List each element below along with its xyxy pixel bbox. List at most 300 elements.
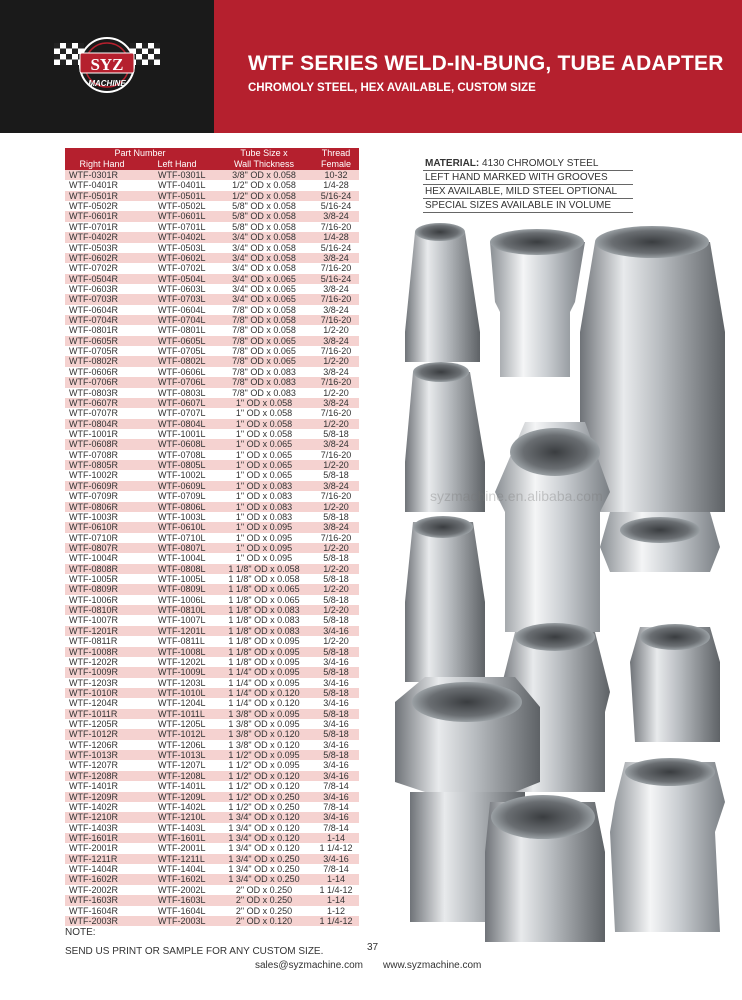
right-hand-cell: WTF-1402R bbox=[69, 801, 119, 812]
table-row bbox=[65, 522, 359, 532]
table-row bbox=[65, 170, 359, 180]
left-hand-cell: WTF-0607L bbox=[139, 398, 215, 408]
svg-text:SYZ: SYZ bbox=[90, 55, 124, 74]
right-hand-cell: WTF-1203R bbox=[69, 677, 119, 688]
left-hand-cell: WTF-1207L bbox=[158, 760, 206, 771]
left-hand-cell: WTF-0710L bbox=[158, 532, 206, 543]
tube-size-cell: 2" OD x 0.250 bbox=[235, 884, 293, 895]
table-row bbox=[65, 771, 359, 781]
thread-cell: 3/4-16 bbox=[323, 760, 349, 771]
tube-size-cell: 1" OD x 0.065 bbox=[215, 439, 313, 449]
table-row bbox=[65, 450, 359, 460]
table-body bbox=[65, 170, 359, 926]
right-hand-cell: WTF-1013R bbox=[65, 750, 139, 760]
table-row bbox=[65, 802, 359, 812]
tube-size-cell: 1 1/4" OD x 0.095 bbox=[228, 677, 300, 688]
thread-cell: 5/8-18 bbox=[313, 729, 359, 739]
right-hand-cell: WTF-1004R bbox=[69, 553, 119, 564]
tube-size-cell: 3/4" OD x 0.065 bbox=[215, 274, 313, 284]
tube-size-cell: 1 3/4" OD x 0.250 bbox=[215, 854, 313, 864]
left-hand-cell: WTF-0603L bbox=[158, 283, 206, 294]
thread-cell: 1 1/4-12 bbox=[319, 884, 353, 895]
thread-cell: 1/2-20 bbox=[313, 584, 359, 594]
thread-cell: 1/2-20 bbox=[313, 564, 359, 574]
right-hand-cell: WTF-1205R bbox=[69, 719, 119, 730]
left-hand-cell: WTF-0401L bbox=[158, 180, 206, 191]
tube-size-cell: 1" OD x 0.083 bbox=[235, 511, 293, 522]
left-hand-cell: WTF-1602L bbox=[139, 874, 215, 884]
left-hand-cell: WTF-0606L bbox=[158, 366, 206, 377]
table-row bbox=[65, 491, 359, 501]
bung-1 bbox=[405, 223, 480, 362]
thread-cell: 3/8-24 bbox=[323, 366, 349, 377]
right-hand-cell: WTF-1211R bbox=[65, 854, 139, 864]
thread-cell: 10-32 bbox=[313, 170, 359, 180]
table-row bbox=[65, 460, 359, 470]
table-row bbox=[65, 792, 359, 802]
table-row bbox=[65, 211, 359, 221]
left-hand-cell: WTF-0301L bbox=[139, 170, 215, 180]
table-row bbox=[65, 222, 359, 232]
tube-size-cell: 2" OD x 0.250 bbox=[215, 895, 313, 905]
table-row bbox=[65, 191, 359, 201]
tube-size-cell: 1" OD x 0.065 bbox=[215, 460, 313, 470]
right-hand-cell: WTF-0810R bbox=[65, 605, 139, 615]
thread-cell: 5/8-18 bbox=[323, 615, 349, 626]
tube-size-cell: 1" OD x 0.095 bbox=[235, 532, 293, 543]
right-hand-cell: WTF-0709R bbox=[69, 491, 119, 502]
tube-size-cell: 3/4" OD x 0.058 bbox=[232, 242, 296, 253]
right-hand-cell: WTF-0602R bbox=[65, 253, 139, 263]
table-row bbox=[65, 636, 359, 646]
right-hand-cell: WTF-2001R bbox=[69, 843, 119, 854]
thread-cell: 1-14 bbox=[313, 874, 359, 884]
left-hand-cell: WTF-0601L bbox=[139, 211, 215, 221]
bung-6 bbox=[600, 512, 720, 572]
left-hand-cell: WTF-1002L bbox=[158, 470, 206, 481]
right-hand-cell: WTF-0607R bbox=[65, 398, 139, 408]
right-hand-cell: WTF-0601R bbox=[65, 211, 139, 221]
table-row bbox=[65, 595, 359, 605]
left-hand-cell: WTF-0402L bbox=[139, 232, 215, 242]
tube-size-cell: 1 1/8" OD x 0.065 bbox=[215, 584, 313, 594]
right-hand-cell: WTF-1008R bbox=[65, 647, 139, 657]
tube-size-cell: 1 1/8" OD x 0.083 bbox=[228, 615, 300, 626]
table-row bbox=[65, 274, 359, 284]
thread-cell: 5/16-24 bbox=[313, 274, 359, 284]
table-row bbox=[65, 243, 359, 253]
left-hand-cell: WTF-0701L bbox=[158, 221, 206, 232]
left-hand-cell: WTF-1604L bbox=[158, 905, 206, 916]
right-hand-cell: WTF-0804R bbox=[65, 419, 139, 429]
thread-cell: 1/2-20 bbox=[323, 325, 349, 336]
header-thread: Thread bbox=[313, 148, 359, 159]
tube-size-cell: 3/4" OD x 0.065 bbox=[232, 283, 296, 294]
left-hand-cell: WTF-0602L bbox=[139, 253, 215, 263]
table-row bbox=[65, 502, 359, 512]
right-hand-cell: WTF-1206R bbox=[69, 739, 119, 750]
right-hand-cell: WTF-0703R bbox=[65, 294, 139, 304]
table-row bbox=[65, 356, 359, 366]
bung-11 bbox=[610, 758, 725, 932]
tube-size-cell: 7/8" OD x 0.058 bbox=[215, 315, 313, 325]
tube-size-cell: 3/4" OD x 0.058 bbox=[215, 232, 313, 242]
right-hand-cell: WTF-1005R bbox=[69, 574, 119, 585]
right-hand-cell: WTF-1001R bbox=[69, 428, 119, 439]
tube-size-cell: 1 3/4" OD x 0.250 bbox=[215, 874, 313, 884]
left-hand-cell: WTF-1209L bbox=[139, 792, 215, 802]
thread-cell: 3/8-24 bbox=[313, 398, 359, 408]
thread-cell: 5/8-18 bbox=[313, 709, 359, 719]
left-hand-cell: WTF-0504L bbox=[139, 274, 215, 284]
table-row bbox=[65, 325, 359, 335]
left-hand-cell: WTF-1010L bbox=[139, 688, 215, 698]
thread-cell: 5/8-18 bbox=[313, 688, 359, 698]
table-row bbox=[65, 574, 359, 584]
table-row bbox=[65, 315, 359, 325]
tube-size-cell: 1 3/4" OD x 0.120 bbox=[215, 812, 313, 822]
right-hand-cell: WTF-1007R bbox=[69, 615, 119, 626]
thread-cell: 1/2-20 bbox=[313, 502, 359, 512]
tube-size-cell: 1 1/4" OD x 0.095 bbox=[215, 667, 313, 677]
table-row bbox=[65, 667, 359, 677]
table-row bbox=[65, 678, 359, 688]
right-hand-cell: WTF-1209R bbox=[65, 792, 139, 802]
tube-size-cell: 5/8" OD x 0.058 bbox=[232, 221, 296, 232]
right-hand-cell: WTF-0504R bbox=[65, 274, 139, 284]
left-hand-cell: WTF-1008L bbox=[139, 647, 215, 657]
tube-size-cell: 1 1/8" OD x 0.095 bbox=[228, 636, 300, 647]
custom-size-note: SEND US PRINT OR SAMPLE FOR ANY CUSTOM SIZE. bbox=[65, 946, 324, 957]
tube-size-cell: 1 3/4" OD x 0.120 bbox=[228, 822, 300, 833]
table-row bbox=[65, 760, 359, 770]
left-hand-cell: WTF-1204L bbox=[158, 698, 206, 709]
left-hand-cell: WTF-1202L bbox=[158, 656, 206, 667]
watermark: syzmachine.en.alibaba.com bbox=[430, 488, 603, 504]
table-row bbox=[65, 439, 359, 449]
header-female: Female bbox=[313, 159, 359, 170]
page-title: WTF SERIES WELD-IN-BUNG, TUBE ADAPTER bbox=[248, 52, 724, 75]
right-hand-cell: WTF-0606R bbox=[69, 366, 119, 377]
thread-cell: 7/16-20 bbox=[320, 491, 352, 502]
thread-cell: 1/4-28 bbox=[313, 232, 359, 242]
left-hand-cell: WTF-1205L bbox=[158, 719, 206, 730]
right-hand-cell: WTF-1011R bbox=[65, 709, 139, 719]
thread-cell: 3/8-24 bbox=[313, 211, 359, 221]
right-hand-cell: WTF-0701R bbox=[69, 221, 119, 232]
right-hand-cell: WTF-2003R bbox=[65, 916, 139, 926]
right-hand-cell: WTF-0503R bbox=[69, 242, 119, 253]
right-hand-cell: WTF-0802R bbox=[65, 356, 139, 366]
material-note-grooves: LEFT HAND MARKED WITH GROOVES bbox=[423, 171, 633, 185]
right-hand-cell: WTF-0610R bbox=[65, 522, 139, 532]
thread-cell: 5/16-24 bbox=[320, 201, 352, 212]
thread-cell: 3/4-16 bbox=[323, 739, 349, 750]
thread-cell: 3/8-24 bbox=[313, 439, 359, 449]
thread-cell: 3/4-16 bbox=[323, 698, 349, 709]
left-hand-cell: WTF-1001L bbox=[158, 428, 206, 439]
table-row bbox=[65, 388, 359, 398]
material-info-box bbox=[423, 157, 633, 213]
right-hand-cell: WTF-1012R bbox=[65, 729, 139, 739]
left-hand-cell: WTF-1404L bbox=[158, 864, 206, 875]
right-hand-cell: WTF-1204R bbox=[69, 698, 119, 709]
left-hand-cell: WTF-1009L bbox=[139, 667, 215, 677]
table-row bbox=[65, 812, 359, 822]
tube-size-cell: 7/8" OD x 0.083 bbox=[215, 377, 313, 387]
tube-size-cell: 1" OD x 0.083 bbox=[215, 481, 313, 491]
table-row bbox=[65, 284, 359, 294]
table-row bbox=[65, 709, 359, 719]
right-hand-cell: WTF-0603R bbox=[69, 283, 119, 294]
right-hand-cell: WTF-0801R bbox=[69, 325, 119, 336]
thread-cell: 1/2-20 bbox=[323, 387, 349, 398]
contact-email[interactable]: sales@syzmachine.com bbox=[255, 960, 363, 971]
left-hand-cell: WTF-0707L bbox=[158, 408, 206, 419]
material-line bbox=[423, 157, 633, 171]
thread-cell: 1/2-20 bbox=[313, 356, 359, 366]
left-hand-cell: WTF-1013L bbox=[139, 750, 215, 760]
right-hand-cell: WTF-0805R bbox=[65, 460, 139, 470]
tube-size-cell: 1 3/4" OD x 0.250 bbox=[228, 864, 300, 875]
bung-12 bbox=[485, 795, 605, 942]
table-row bbox=[65, 201, 359, 211]
left-hand-cell: WTF-0610L bbox=[139, 522, 215, 532]
thread-cell: 7/16-20 bbox=[320, 449, 352, 460]
tube-size-cell: 1 1/8" OD x 0.083 bbox=[215, 626, 313, 636]
material-note-hex: HEX AVAILABLE, MILD STEEL OPTIONAL bbox=[423, 185, 633, 199]
left-hand-cell: WTF-0801L bbox=[158, 325, 206, 336]
thread-cell: 7/8-14 bbox=[323, 781, 349, 792]
right-hand-cell: WTF-0501R bbox=[65, 191, 139, 201]
tube-size-cell: 1 1/8" OD x 0.065 bbox=[228, 594, 300, 605]
thread-cell: 3/8-24 bbox=[313, 336, 359, 346]
table-row bbox=[65, 781, 359, 791]
tube-size-cell: 1 1/4" OD x 0.120 bbox=[215, 688, 313, 698]
right-hand-cell: WTF-0707R bbox=[69, 408, 119, 419]
left-hand-cell: WTF-0608L bbox=[139, 439, 215, 449]
right-hand-cell: WTF-0604R bbox=[69, 304, 119, 315]
right-hand-cell: WTF-1404R bbox=[69, 864, 119, 875]
thread-cell: 7/16-20 bbox=[313, 315, 359, 325]
thread-cell: 1/2-20 bbox=[313, 419, 359, 429]
right-hand-cell: WTF-0702R bbox=[69, 263, 119, 274]
thread-cell: 5/8-18 bbox=[313, 667, 359, 677]
svg-text:MACHINE: MACHINE bbox=[88, 79, 126, 88]
tube-size-cell: 1" OD x 0.058 bbox=[235, 428, 293, 439]
right-hand-cell: WTF-1006R bbox=[69, 594, 119, 605]
left-hand-cell: WTF-1201L bbox=[139, 626, 215, 636]
tube-size-cell: 1" OD x 0.095 bbox=[215, 522, 313, 532]
table-row bbox=[65, 481, 359, 491]
thread-cell: 7/16-20 bbox=[320, 346, 352, 357]
thread-cell: 3/4-16 bbox=[323, 677, 349, 688]
thread-cell: 5/8-18 bbox=[323, 511, 349, 522]
table-row bbox=[65, 346, 359, 356]
table-row bbox=[65, 698, 359, 708]
thread-cell: 7/16-20 bbox=[320, 221, 352, 232]
left-hand-cell: WTF-0605L bbox=[139, 336, 215, 346]
right-hand-cell: WTF-1603R bbox=[65, 895, 139, 905]
left-hand-cell: WTF-0604L bbox=[158, 304, 206, 315]
table-row bbox=[65, 553, 359, 563]
tube-size-cell: 1" OD x 0.095 bbox=[235, 553, 293, 564]
thread-cell: 5/16-24 bbox=[313, 191, 359, 201]
right-hand-cell: WTF-0708R bbox=[69, 449, 119, 460]
bung-9 bbox=[630, 624, 720, 742]
table-row bbox=[65, 885, 359, 895]
thread-cell: 1/4-28 bbox=[323, 180, 349, 191]
table-row bbox=[65, 429, 359, 439]
right-hand-cell: WTF-1403R bbox=[69, 822, 119, 833]
left-hand-cell: WTF-1006L bbox=[158, 594, 206, 605]
part-number-table bbox=[65, 148, 359, 926]
table-row bbox=[65, 294, 359, 304]
thread-cell: 3/8-24 bbox=[323, 283, 349, 294]
tube-size-cell: 3/4" OD x 0.065 bbox=[215, 294, 313, 304]
right-hand-cell: WTF-1210R bbox=[65, 812, 139, 822]
left-hand-cell: WTF-2002L bbox=[158, 884, 206, 895]
left-hand-cell: WTF-0702L bbox=[158, 263, 206, 274]
tube-size-cell: 2" OD x 0.120 bbox=[215, 916, 313, 926]
table-row bbox=[65, 626, 359, 636]
thread-cell: 3/8-24 bbox=[313, 481, 359, 491]
left-hand-cell: WTF-1603L bbox=[139, 895, 215, 905]
tube-size-cell: 3/4" OD x 0.058 bbox=[232, 263, 296, 274]
right-hand-cell: WTF-2002R bbox=[69, 884, 119, 895]
right-hand-cell: WTF-1401R bbox=[69, 781, 119, 792]
tube-size-cell: 1" OD x 0.058 bbox=[215, 398, 313, 408]
left-hand-cell: WTF-0805L bbox=[139, 460, 215, 470]
right-hand-cell: WTF-1604R bbox=[69, 905, 119, 916]
tube-size-cell: 1" OD x 0.083 bbox=[235, 491, 293, 502]
right-hand-cell: WTF-0609R bbox=[65, 481, 139, 491]
website-link[interactable]: www.syzmachine.com bbox=[383, 960, 482, 971]
table-row bbox=[65, 512, 359, 522]
right-hand-cell: WTF-1601R bbox=[65, 833, 139, 843]
left-hand-cell: WTF-2001L bbox=[158, 843, 206, 854]
page-number: 37 bbox=[367, 942, 379, 953]
syz-machine-logo bbox=[52, 33, 162, 101]
thread-cell: 1-12 bbox=[326, 905, 345, 916]
header-wall-thickness: Wall Thickness bbox=[215, 159, 313, 170]
right-hand-cell: WTF-0705R bbox=[69, 346, 119, 357]
table-row bbox=[65, 916, 359, 926]
tube-size-cell: 1" OD x 0.058 bbox=[215, 419, 313, 429]
left-hand-cell: WTF-1003L bbox=[158, 511, 206, 522]
left-hand-cell: WTF-0802L bbox=[139, 356, 215, 366]
table-row bbox=[65, 864, 359, 874]
left-hand-cell: WTF-1210L bbox=[139, 812, 215, 822]
right-hand-cell: WTF-0401R bbox=[69, 180, 119, 191]
tube-size-cell: 1 1/8" OD x 0.095 bbox=[215, 647, 313, 657]
tube-size-cell: 1 1/8" OD x 0.058 bbox=[215, 564, 313, 574]
tube-size-cell: 2" OD x 0.250 bbox=[235, 905, 293, 916]
tube-size-cell: 7/8" OD x 0.083 bbox=[232, 387, 296, 398]
thread-cell: 7/8-14 bbox=[323, 801, 349, 812]
thread-cell: 3/8-24 bbox=[323, 304, 349, 315]
thread-cell: 5/8-18 bbox=[323, 594, 349, 605]
tube-size-cell: 1" OD x 0.058 bbox=[235, 408, 293, 419]
page-header bbox=[0, 0, 742, 133]
thread-cell: 1/2-20 bbox=[323, 636, 349, 647]
left-hand-cell: WTF-1011L bbox=[139, 709, 215, 719]
left-hand-cell: WTF-1208L bbox=[139, 771, 215, 781]
left-hand-cell: WTF-1206L bbox=[158, 739, 206, 750]
left-hand-cell: WTF-0804L bbox=[139, 419, 215, 429]
table-row bbox=[65, 833, 359, 843]
left-hand-cell: WTF-1004L bbox=[158, 553, 206, 564]
left-hand-cell: WTF-0704L bbox=[139, 315, 215, 325]
right-hand-cell: WTF-0803R bbox=[69, 387, 119, 398]
thread-cell: 7/16-20 bbox=[320, 532, 352, 543]
table-row bbox=[65, 647, 359, 657]
left-hand-cell: WTF-0810L bbox=[139, 605, 215, 615]
bung-7 bbox=[405, 516, 485, 682]
material-note-special: SPECIAL SIZES AVAILABLE IN VOLUME bbox=[423, 199, 633, 213]
tube-size-cell: 1 3/8" OD x 0.095 bbox=[215, 709, 313, 719]
table-row bbox=[65, 398, 359, 408]
tube-size-cell: 7/8" OD x 0.083 bbox=[232, 366, 296, 377]
right-hand-cell: WTF-1208R bbox=[65, 771, 139, 781]
left-hand-cell: WTF-0706L bbox=[139, 377, 215, 387]
table-row bbox=[65, 305, 359, 315]
right-hand-cell: WTF-0806R bbox=[65, 502, 139, 512]
tube-size-cell: 7/8" OD x 0.065 bbox=[215, 356, 313, 366]
note-label: NOTE: bbox=[65, 927, 96, 938]
tube-size-cell: 3/4" OD x 0.058 bbox=[215, 253, 313, 263]
table-row bbox=[65, 543, 359, 553]
table-row bbox=[65, 180, 359, 190]
right-hand-cell: WTF-0706R bbox=[65, 377, 139, 387]
left-hand-cell: WTF-1005L bbox=[158, 574, 206, 585]
tube-size-cell: 1 1/2" OD x 0.120 bbox=[228, 781, 300, 792]
tube-size-cell: 5/8" OD x 0.058 bbox=[215, 211, 313, 221]
tube-size-cell: 1" OD x 0.065 bbox=[235, 449, 293, 460]
thread-cell: 1 1/4-12 bbox=[319, 843, 353, 854]
table-row bbox=[65, 719, 359, 729]
tube-size-cell: 1 1/2" OD x 0.250 bbox=[215, 792, 313, 802]
thread-cell: 1 1/4-12 bbox=[313, 916, 359, 926]
tube-size-cell: 1 1/2" OD x 0.095 bbox=[215, 750, 313, 760]
tube-size-cell: 1 1/8" OD x 0.095 bbox=[228, 656, 300, 667]
table-row bbox=[65, 336, 359, 346]
tube-size-cell: 1" OD x 0.065 bbox=[235, 470, 293, 481]
tube-size-cell: 1 1/8" OD x 0.083 bbox=[215, 605, 313, 615]
thread-cell: 3/4-16 bbox=[313, 626, 359, 636]
material-label: MATERIAL: bbox=[425, 158, 480, 169]
table-row bbox=[65, 377, 359, 387]
right-hand-cell: WTF-0808R bbox=[65, 564, 139, 574]
table-row bbox=[65, 605, 359, 615]
left-hand-cell: WTF-1012L bbox=[139, 729, 215, 739]
thread-cell: 5/8-18 bbox=[323, 574, 349, 585]
left-hand-cell: WTF-0806L bbox=[139, 502, 215, 512]
left-hand-cell: WTF-0809L bbox=[139, 584, 215, 594]
right-hand-cell: WTF-0809R bbox=[65, 584, 139, 594]
tube-size-cell: 1/2" OD x 0.058 bbox=[232, 180, 296, 191]
left-hand-cell: WTF-0609L bbox=[139, 481, 215, 491]
table-row bbox=[65, 657, 359, 667]
table-row bbox=[65, 854, 359, 864]
tube-size-cell: 1 3/4" OD x 0.120 bbox=[228, 843, 300, 854]
tube-size-cell: 1 3/8" OD x 0.120 bbox=[228, 739, 300, 750]
left-hand-cell: WTF-0807L bbox=[139, 543, 215, 553]
left-hand-cell: WTF-0808L bbox=[139, 564, 215, 574]
table-row bbox=[65, 895, 359, 905]
page-subtitle: CHROMOLY STEEL, HEX AVAILABLE, CUSTOM SIZE bbox=[248, 82, 536, 94]
left-hand-cell: WTF-1403L bbox=[158, 822, 206, 833]
